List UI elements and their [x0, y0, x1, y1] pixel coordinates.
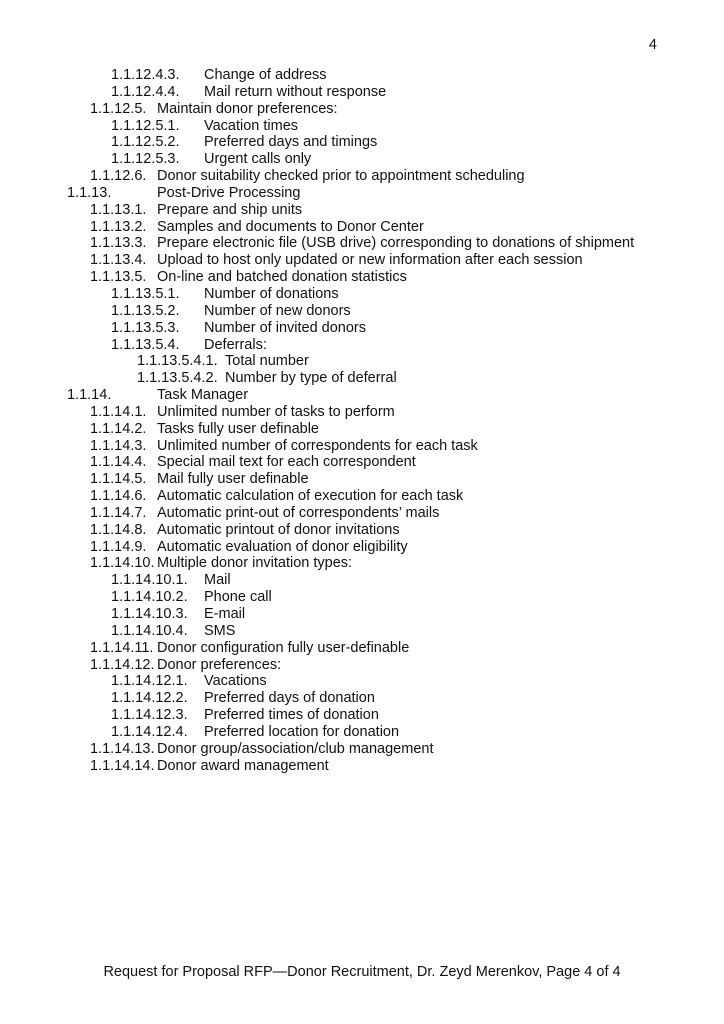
item-text: Post-Drive Processing	[157, 184, 301, 201]
item-text: Unlimited number of correspondents for each task	[157, 437, 478, 454]
page-footer: Request for Proposal RFP—Donor Recruitment, Dr. Zeyd Merenkov, Page 4 of 4	[103, 964, 621, 980]
outline-item	[0, 589, 724, 606]
item-text: Task Manager	[157, 387, 249, 404]
item-number: 1.1.14.14.	[90, 757, 155, 774]
item-text: Samples and documents to Donor Center	[157, 218, 424, 235]
outline-item	[0, 555, 724, 572]
item-text: Change of address	[204, 67, 327, 83]
outline-item	[0, 387, 724, 404]
item-text: Donor configuration fully user-definable	[157, 639, 410, 656]
item-text: Special mail text for each correspondent	[157, 454, 416, 471]
outline-item	[0, 202, 724, 219]
item-text: SMS	[204, 622, 236, 639]
item-number: 1.1.13.4.	[90, 252, 147, 269]
item-number: 1.1.14.13.	[90, 740, 155, 757]
item-text: Donor award management	[157, 757, 329, 774]
item-text: Number by type of deferral	[225, 370, 397, 387]
outline-item	[0, 252, 724, 269]
item-number: 1.1.14.1.	[90, 403, 147, 420]
page-number: 4	[648, 37, 657, 53]
item-number: 1.1.13.	[67, 184, 112, 201]
item-text: Mail fully user definable	[157, 471, 309, 488]
outline-item	[0, 286, 724, 303]
item-number: 1.1.14.12.3.	[111, 707, 188, 724]
item-number: 1.1.13.5.	[90, 269, 147, 286]
item-number: 1.1.14.12.4.	[111, 723, 188, 740]
item-number: 1.1.14.5.	[90, 471, 147, 488]
item-text: Total number	[225, 353, 309, 370]
outline-item	[0, 151, 724, 168]
outline-item	[0, 724, 724, 741]
outline-item	[0, 168, 724, 185]
item-text: Deferrals:	[204, 336, 267, 353]
item-number: 1.1.14.11.	[90, 639, 154, 656]
item-number: 1.1.14.10.4.	[111, 622, 188, 639]
item-text: E-mail	[204, 606, 246, 622]
item-number: 1.1.13.2.	[90, 218, 147, 235]
item-text: Donor suitability checked prior to appointment scheduling	[157, 168, 525, 185]
outline-item	[0, 758, 724, 775]
item-number: 1.1.14.9.	[90, 538, 147, 555]
outline-item	[0, 101, 724, 118]
item-text: Maintain donor preferences:	[157, 100, 338, 117]
item-text: Preferred times of donation	[204, 707, 379, 724]
outline-item	[0, 303, 724, 320]
outline-item	[0, 673, 724, 690]
outline-item	[0, 606, 724, 623]
item-text: Donor group/association/club management	[157, 740, 434, 757]
outline-item	[0, 454, 724, 471]
item-number: 1.1.13.5.4.	[111, 336, 180, 353]
item-number: 1.1.13.5.3.	[111, 319, 180, 336]
item-text: Preferred location for donation	[204, 723, 400, 740]
outline-item	[0, 370, 724, 387]
item-number: 1.1.12.5.1.	[111, 117, 180, 134]
item-text: Automatic printout of donor invitations	[157, 521, 400, 538]
outline-item	[0, 522, 724, 539]
item-number: 1.1.14.10.1.	[111, 572, 188, 589]
outline-item	[0, 219, 724, 236]
item-number: 1.1.13.5.4.1.	[137, 353, 218, 370]
outline-item	[0, 572, 724, 589]
outline-item	[0, 640, 724, 657]
item-number: 1.1.12.6.	[90, 168, 147, 185]
outline-item	[0, 421, 724, 438]
outline-item	[0, 67, 724, 84]
item-text: Tasks fully user definable	[157, 420, 319, 437]
item-text: Number of invited donors	[204, 319, 366, 336]
item-number: 1.1.14.3.	[90, 437, 147, 454]
item-text: Automatic calculation of execution for each task	[157, 488, 464, 505]
outline-item	[0, 269, 724, 286]
outline-item	[0, 84, 724, 101]
item-number: 1.1.13.1.	[90, 201, 147, 218]
item-number: 1.1.13.5.1.	[111, 285, 180, 302]
item-text: Urgent calls only	[204, 151, 312, 168]
item-text: Mail	[204, 572, 231, 589]
outline-item	[0, 505, 724, 522]
item-number: 1.1.14.2.	[90, 420, 147, 437]
outline-item	[0, 404, 724, 421]
outline-list	[0, 67, 724, 774]
item-text: Prepare and ship units	[157, 201, 303, 218]
item-number: 1.1.14.6.	[90, 488, 147, 505]
item-number: 1.1.14.4.	[90, 454, 147, 471]
item-number: 1.1.12.5.3.	[111, 151, 180, 168]
item-text: Prepare electronic file (USB drive) corresponding to donations of shipment	[157, 235, 635, 252]
outline-item	[0, 353, 724, 370]
item-number: 1.1.14.7.	[90, 504, 147, 521]
item-number: 1.1.12.4.4.	[111, 83, 180, 100]
outline-item	[0, 539, 724, 556]
item-text: Preferred days and timings	[204, 134, 378, 151]
item-text: Automatic print-out of correspondents’ mails	[157, 504, 440, 521]
item-number: 1.1.12.5.2.	[111, 134, 180, 151]
outline-item	[0, 320, 724, 337]
item-number: 1.1.14.	[67, 387, 112, 404]
item-text: Number of new donors	[204, 302, 351, 319]
item-text: On-line and batched donation statistics	[157, 269, 407, 286]
item-number: 1.1.14.10.	[90, 555, 155, 572]
outline-item	[0, 623, 724, 640]
item-number: 1.1.14.12.1.	[111, 673, 188, 690]
outline-item	[0, 741, 724, 758]
item-text: Donor preferences:	[157, 656, 282, 673]
item-text: Unlimited number of tasks to perform	[157, 403, 395, 420]
item-number: 1.1.13.5.2.	[111, 302, 180, 319]
item-text: Multiple donor invitation types:	[157, 555, 353, 572]
item-number: 1.1.14.8.	[90, 521, 147, 538]
item-text: Vacation times	[204, 117, 299, 134]
item-text: Number of donations	[204, 285, 339, 302]
outline-item	[0, 690, 724, 707]
outline-item	[0, 337, 724, 354]
item-number: 1.1.14.10.3.	[111, 606, 188, 622]
item-text: Mail return without response	[204, 83, 387, 100]
item-number: 1.1.13.5.4.2.	[137, 370, 218, 387]
item-number: 1.1.14.12.	[90, 656, 155, 673]
item-number: 1.1.12.4.3.	[111, 67, 180, 83]
outline-item	[0, 471, 724, 488]
outline-item	[0, 707, 724, 724]
outline-item	[0, 118, 724, 135]
item-number: 1.1.14.12.2.	[111, 690, 188, 707]
item-text: Preferred days of donation	[204, 690, 375, 707]
outline-item	[0, 438, 724, 455]
item-text: Phone call	[204, 589, 272, 606]
item-number: 1.1.13.3.	[90, 235, 147, 252]
outline-item	[0, 134, 724, 151]
item-number: 1.1.14.10.2.	[111, 589, 188, 606]
outline-item	[0, 657, 724, 674]
item-text: Upload to host only updated or new information after each session	[157, 252, 583, 269]
item-number: 1.1.12.5.	[90, 100, 147, 117]
outline-item	[0, 185, 724, 202]
outline-item	[0, 235, 724, 252]
outline-item	[0, 488, 724, 505]
item-text: Automatic evaluation of donor eligibility	[157, 538, 408, 555]
item-text: Vacations	[204, 673, 267, 690]
